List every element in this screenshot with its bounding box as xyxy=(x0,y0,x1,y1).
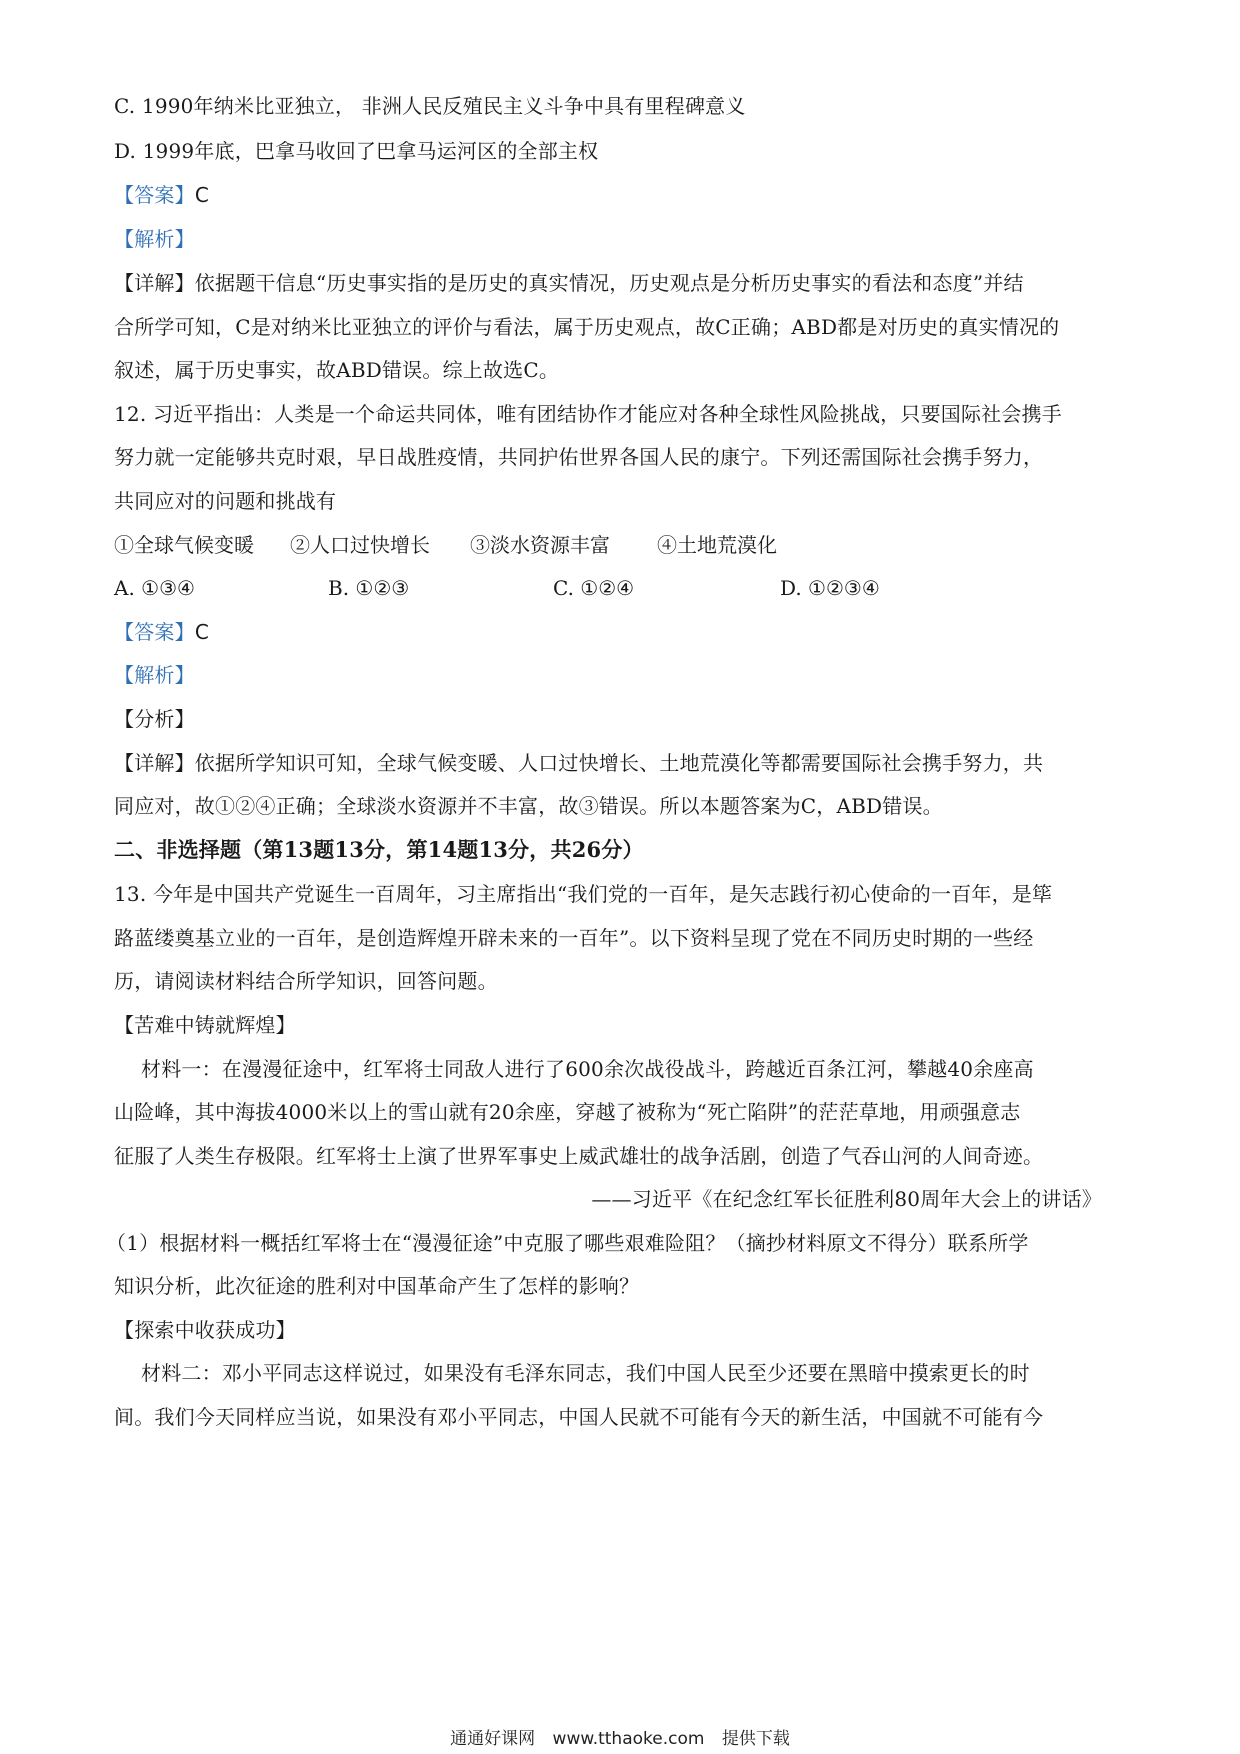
footer-note: 提供下载 xyxy=(721,1729,790,1749)
footer-url[interactable]: www.tthaoke.com xyxy=(552,1729,705,1749)
q13-material2-line-2: 间。我们今天同样应当说，如果没有邓小平同志，中国人民就不可能有今天的新生活，中国就不可能有今 xyxy=(114,1405,1044,1429)
q12-choice-a: A. ①③④ xyxy=(114,576,195,600)
footer-site-name: 通通好课网 xyxy=(450,1729,536,1749)
q12-item-3: ③淡水资源丰富 xyxy=(470,533,610,557)
q13-material1-line-2: 山险峰，其中海拔4000米以上的雪山就有20余座，穿越了被称为“死亡陷阱”的茫茫草地，用顽强意志 xyxy=(114,1100,1021,1124)
q13-material1-source: ——习近平《在纪念红军长征胜利80周年大会上的讲话》 xyxy=(591,1187,1102,1211)
q11-detail-line-2: 合所学可知，C是对纳米比亚独立的评价与看法，属于历史观点，故C正确；ABD都是对历史的真实情况的 xyxy=(114,315,1060,339)
q13-stem-line-3: 历，请阅读材料结合所学知识，回答问题。 xyxy=(114,969,498,993)
q13-part1-title: 【苦难中铸就辉煌】 xyxy=(114,1013,296,1037)
q12-choice-b: B. ①②③ xyxy=(328,576,410,600)
q12-stem-line-2: 努力就一定能够共克时艰，早日战胜疫情，共同护佑世界各国人民的康宁。下列还需国际社会携手努力， xyxy=(114,445,1044,469)
q12-answer xyxy=(114,622,209,642)
answer-value: C xyxy=(194,183,209,207)
q13-material1-line-1: 材料一：在漫漫征途中，红军将士同敌人进行了600余次战役战斗，跨越近百条江河，攀越40余座高 xyxy=(141,1057,1034,1081)
q11-option-c: C. 1990年纳米比亚独立， 非洲人民反殖民主义斗争中具有里程碑意义 xyxy=(114,94,746,118)
section-heading: 二、非选择题（第13题13分，第14题13分，共26分） xyxy=(114,837,644,862)
q13-sub1-line-1: （1）根据材料一概括红军将士在“漫漫征途”中克服了哪些艰难险阻？（摘抄材料原文不得分）联系所学 xyxy=(106,1231,1029,1255)
q13-material2-line-1: 材料二：邓小平同志这样说过，如果没有毛泽东同志，我们中国人民至少还要在黑暗中摸索更长的时 xyxy=(141,1361,1030,1385)
q12-item-1: ①全球气候变暖 xyxy=(114,533,254,557)
q11-detail-line-1: 【详解】依据题干信息“历史事实指的是历史的真实情况，历史观点是分析历史事实的看法和态度”并结 xyxy=(114,271,1024,295)
q12-choice-c: C. ①②④ xyxy=(553,576,635,600)
q11-answer xyxy=(114,185,209,205)
q13-stem-line-2: 路蓝缕奠基立业的一百年，是创造辉煌开辟未来的一百年”。以下资料呈现了党在不同历史时期的一些经 xyxy=(114,926,1034,950)
q12-fenxi-tag: 【分析】 xyxy=(114,707,195,731)
q12-item-4: ④土地荒漠化 xyxy=(657,533,777,557)
q11-analysis-tag: 【解析】 xyxy=(114,227,195,251)
q13-part2-title: 【探索中收获成功】 xyxy=(114,1318,296,1342)
q13-stem-line-1: 13. 今年是中国共产党诞生一百周年，习主席指出“我们党的一百年，是矢志践行初心使命的一百年，是筚 xyxy=(114,882,1053,906)
q12-detail-line-2: 同应对，故①②④正确；全球淡水资源并不丰富，故③错误。所以本题答案为C，ABD错误。 xyxy=(114,794,943,818)
q12-analysis-tag: 【解析】 xyxy=(114,663,195,687)
page-footer xyxy=(0,1724,1240,1749)
q12-detail-line-1: 【详解】依据所学知识可知，全球气候变暖、人口过快增长、土地荒漠化等都需要国际社会携手努力，共 xyxy=(114,751,1044,775)
answer-tag: 【答案】 xyxy=(114,620,195,644)
q13-material1-line-3: 征服了人类生存极限。红军将士上演了世界军事史上威武雄壮的战争活剧，创造了气吞山河的人间奇迹。 xyxy=(114,1144,1044,1168)
q12-choice-d: D. ①②③④ xyxy=(780,576,880,600)
q13-sub1-line-2: 知识分析，此次征途的胜利对中国革命产生了怎样的影响？ xyxy=(114,1274,640,1298)
answer-value: C xyxy=(194,620,209,644)
q11-option-d: D. 1999年底，巴拿马收回了巴拿马运河区的全部主权 xyxy=(114,139,599,163)
q11-detail-line-3: 叙述，属于历史事实，故ABD错误。综上故选C。 xyxy=(114,358,560,382)
q12-item-2: ②人口过快增长 xyxy=(290,533,430,557)
answer-tag: 【答案】 xyxy=(114,183,195,207)
q12-stem-line-3: 共同应对的问题和挑战有 xyxy=(114,489,337,513)
q12-stem-line-1: 12. 习近平指出：人类是一个命运共同体，唯有团结协作才能应对各种全球性风险挑战，只要国际社会携手 xyxy=(114,402,1062,426)
